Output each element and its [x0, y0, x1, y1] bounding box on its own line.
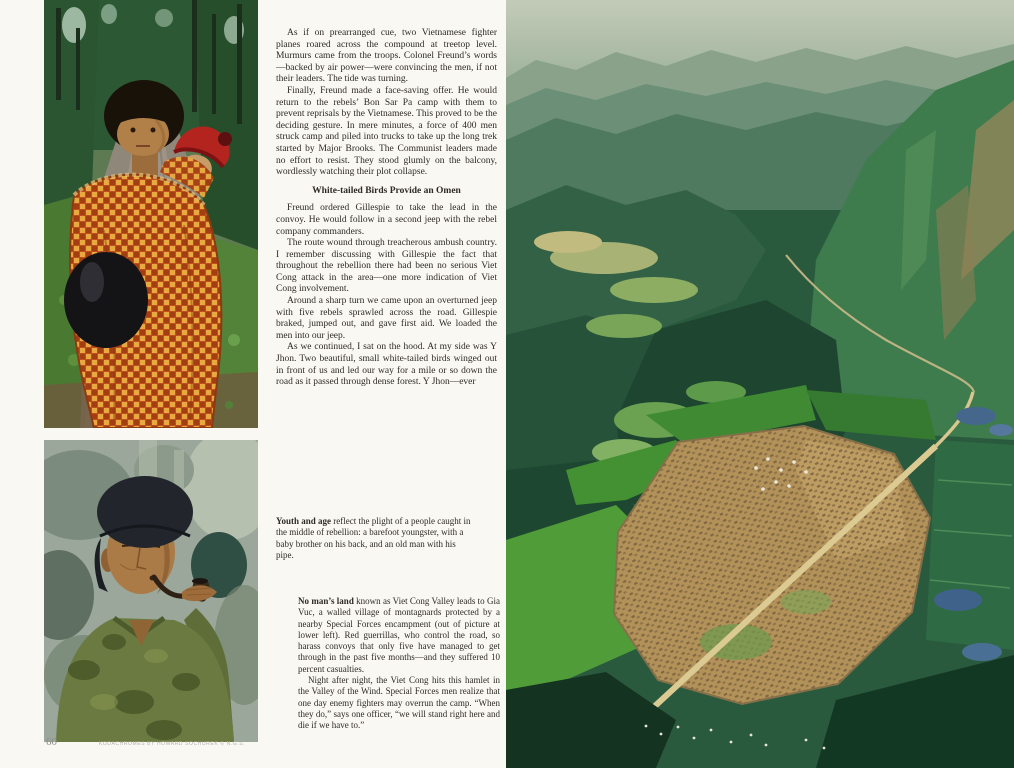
article-paragraph: The route wound through treacherous ambush country. I remember discussing with Gillespie the fact that throughout the rebellion there had been no serious Viet Cong attack in the area—one more indication of Viet Cong involvement.: [276, 238, 497, 295]
article-paragraph: Around a sharp turn we came upon an overturned jeep with five rebels sprawled across the road. Gillespie braked, jumped out, and gave first aid. We loaded the men into our jeep.: [276, 296, 497, 341]
article-paragraph: As if on prearranged cue, two Vietnamese fighter planes roared across the compound at treetop level. Murmurs came from the troops. Colonel Freund’s words—backed by air power—were convincing the men, if not their leaders. The tide was turning.: [276, 28, 497, 85]
caption-text: reflect the plight of a people caught in the middle of rebellion: a barefoot youngster, with a baby brother on his back, and an old man with his pipe.: [276, 516, 471, 560]
old-man-photo-illustration: [44, 440, 258, 742]
article-paragraph: Finally, Freund made a face-saving offer. He would return to the rebels’ Bon Sar Pa camp with them to prevent reprisals by the Vietnamese. This proved to be the deciding gesture. In mere minutes, a force of 400 men struck camp and piled into trucks to take up the long trek started by Major Brooks. The Communist leaders made no effort to resist. They stood glumly on the balcony, wordlessly watching their plot collapse.: [276, 85, 497, 178]
section-heading: White-tailed Birds Provide an Omen: [312, 185, 461, 196]
caption-text: Night after night, the Viet Cong hits this hamlet in the Valley of the Wind. Special Forces men realize that one day enemy fighters may overrun the camp. “When they do,” says one officer, “we will stand right here and die if we have to.”: [298, 675, 500, 731]
article-text-column: [276, 28, 497, 389]
caption-youth-and-age: [276, 516, 474, 561]
article-paragraph: Freund ordered Gillespie to take the lead in the convoy. He would follow in a second jeep with the rebel company commanders.: [276, 203, 497, 237]
caption-no-mans-land: [298, 596, 500, 732]
aerial-photo-illustration: [506, 0, 1014, 768]
photo-credit: KODACHROMES BY HOWARD SOCHUREK © N.G.S.: [98, 741, 246, 747]
caption-text: known as Viet Cong Valley leads to Gia Vuc, a walled village of montagnards protected by a nearby Special Forces encampment (out of picture at lower left). Red guerrillas, who control the road, so harass convoys that only five have managed to get through in the past five months—and they suffered 10 percent casualties.: [298, 596, 500, 674]
caption-lead: No man’s land: [298, 596, 354, 606]
page-number: 60: [46, 736, 57, 748]
caption-lead: Youth and age: [276, 516, 332, 526]
photo-old-man-pipe: [44, 440, 258, 742]
boy-photo-illustration: [44, 0, 258, 428]
article-paragraph: As we continued, I sat on the hood. At my side was Y Jhon. Two beautiful, small white-tailed birds winged out in front of us and led our way for a mile or so down the road as it passed through dense forest. Y Jhon—ever: [276, 342, 497, 388]
photo-boy-with-baby: [44, 0, 258, 428]
photo-aerial-viet-cong-valley: [506, 0, 1014, 768]
